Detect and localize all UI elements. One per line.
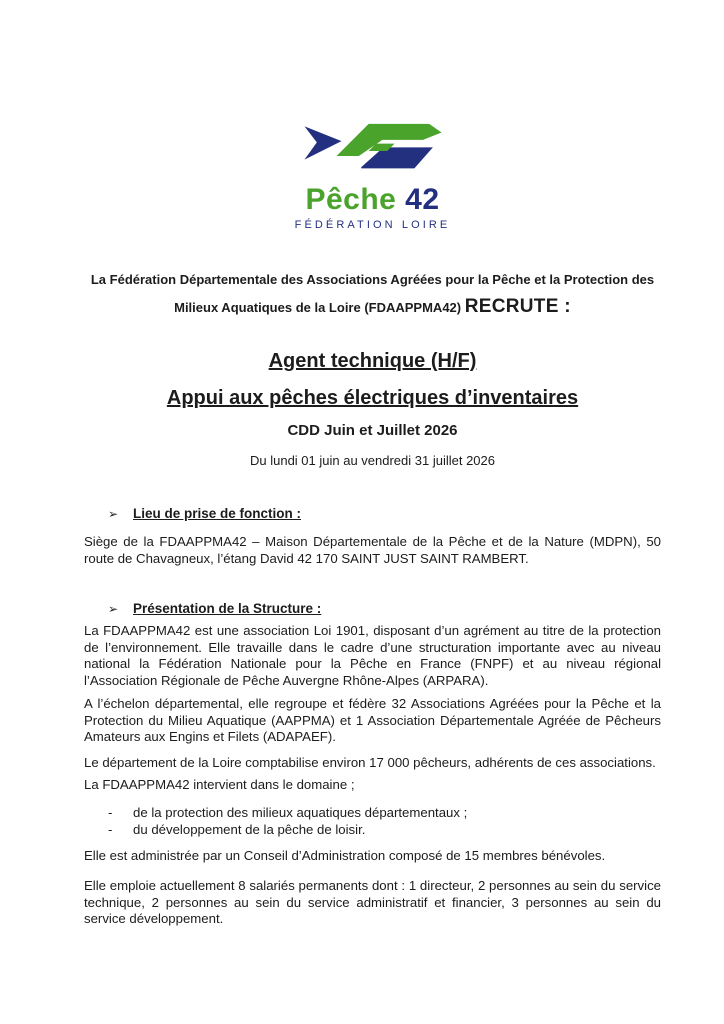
header-line1: La Fédération Départementale des Associations Agréées pour la Pêche et la Protection des xyxy=(90,272,655,287)
section-location-body: Siège de la FDAAPPMA42 – Maison Départementale de la Pêche et de la Nature (MDPN), 50 route de Chavagneux, l’étang David 42 170 SAINT JUST SAINT RAMBERT. xyxy=(84,534,661,566)
brand-name xyxy=(288,184,458,216)
job-title: Agent technique (H/F) xyxy=(268,350,477,372)
domain-list xyxy=(84,804,661,838)
dash-marker: - xyxy=(108,804,113,820)
section-location-heading-text: Lieu de prise de fonction : xyxy=(133,506,302,521)
structure-paragraph-5: Elle est administrée par un Conseil d’Administration composé de 15 membres bénévoles. xyxy=(84,847,606,863)
structure-paragraph-3: Le département de la Loire comptabilise environ 17 000 pêcheurs, adhérents de ces associations. xyxy=(84,754,656,770)
arrow-bullet-icon: ➢ xyxy=(108,507,119,521)
list-item-text: du développement de la pêche de loisir. xyxy=(133,821,366,837)
fish-logo-icon xyxy=(302,103,444,183)
list-item xyxy=(108,804,661,821)
document-content xyxy=(84,0,661,928)
header-line2-text: Milieux Aquatiques de la Loire (FDAAPPMA42) xyxy=(174,300,465,315)
job-subtitle: Appui aux pêches électriques d’inventaires xyxy=(166,387,579,409)
brand-name-42: 42 xyxy=(396,183,440,216)
header-recrute: RECRUTE : xyxy=(464,296,571,317)
contract-line: CDD Juin et Juillet 2026 xyxy=(287,422,458,439)
header-line2 xyxy=(84,293,661,321)
section-structure-heading-text: Présentation de la Structure : xyxy=(133,601,322,616)
structure-paragraph-6: Elle emploie actuellement 8 salariés permanents dont : 1 directeur, 2 personnes au sein du service technique, 2 personnes au sein du service administratif et financier, 3 personnes au sein du service développement. xyxy=(84,878,661,926)
peche42-logo xyxy=(288,103,458,231)
arrow-bullet-icon: ➢ xyxy=(108,602,119,616)
dash-marker: - xyxy=(108,821,113,837)
structure-paragraph-2: A l’échelon départemental, elle regroupe et fédère 32 Associations Agréées pour la Pêche et la Protection du Milieu Aquatique (AAPPMA) et 1 Association Départementale Agréée de Pêcheurs Amateurs aux Engins et Filets (ADAPAEF). xyxy=(84,696,661,744)
list-item xyxy=(108,821,661,838)
section-structure-heading xyxy=(108,600,661,618)
structure-paragraph-4: La FDAAPPMA42 intervient dans le domaine ; xyxy=(84,777,355,792)
structure-paragraph-1: La FDAAPPMA42 est une association Loi 1901, disposant d’un agrément au titre de la protection de l’environnement. Elle travaille dans le cadre d’une structuration importante avec au niveau national la Fédération Nationale pour la Pêche en France (FNPF) et au niveau régional l’Association Régionale de Pêche Auvergne Rhône-Alpes (ARPARA). xyxy=(84,623,661,688)
brand-name-peche: Pêche xyxy=(305,183,397,216)
header-paragraph xyxy=(84,266,661,321)
dates-line: Du lundi 01 juin au vendredi 31 juillet 2026 xyxy=(249,453,495,468)
section-location-heading xyxy=(108,505,661,523)
brand-subtitle: FÉDÉRATION LOIRE xyxy=(294,219,451,231)
list-item-text: de la protection des milieux aquatiques départementaux ; xyxy=(133,804,468,820)
